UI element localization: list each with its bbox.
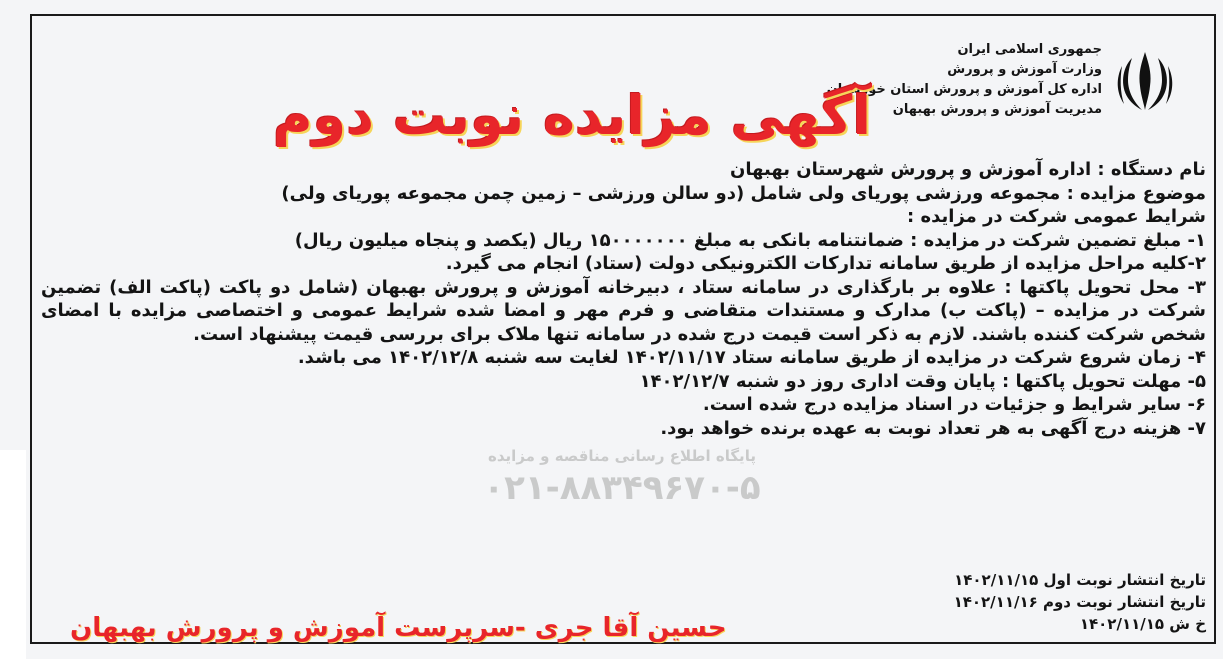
watermark-phone: ۰۲۱-۸۸۳۴۹۶۷۰-۵ (483, 468, 761, 508)
watermark (462, 446, 782, 526)
second-publication-date: تاریخ انتشار نوبت دوم ۱۴۰۲/۱۱/۱۶ (953, 593, 1206, 611)
notice-title: آگهی مزایده نوبت دوم (273, 84, 871, 147)
publication-dates (806, 569, 1206, 635)
signature-line: حسین آقا جری -سرپرست آموزش و پرورش بهبهان (70, 613, 727, 643)
first-publication-date: تاریخ انتشار نوبت اول ۱۴۰۲/۱۱/۱۵ (954, 571, 1206, 589)
condition-item-5: ۵- مهلت تحویل پاکتها : پایان وقت اداری روز دو شنبه ۱۴۰۲/۱۲/۷ (639, 370, 1206, 392)
conditions-heading: شرایط عمومی شرکت در مزایده : (907, 206, 1206, 227)
ministry-line: وزارت آموزش و پرورش (947, 62, 1102, 77)
condition-item-3: ۳- محل تحویل پاکتها : علاوه بر بارگذاری در سامانه ستاد ، دبیرخانه آموزش و پرورش بهبهان (شامل دو پاکت (پاکت الف) تضمین شرکت در مزایده – (پاکت ب) مدارک و مستندات متقاضی و فرم مهر و امضا شده شرایط عمومی و اختصاصی مزایده با امضای شخص شرکت کننده باشند. لازم به ذکر است قیمت درج شده در سامانه تنها ملاک برای بررسی قیمت پیشنهاد است. (41, 276, 1206, 345)
subject-line: موضوع مزایده : مجموعه ورزشی پوریای ولی شامل (دو سالن ورزشی – زمین چمن مجموعه پوریای ولی) (281, 182, 1206, 204)
agency-line: نام دستگاه : اداره آموزش و پرورش شهرستان بهبهان (729, 159, 1206, 180)
ministry-line: جمهوری اسلامی ایران (957, 42, 1102, 57)
condition-item-2: ۲-کلیه مراحل مزایده از طریق سامانه تدارکات الکترونیکی دولت (ستاد) انجام می گیرد. (445, 253, 1206, 274)
notice-frame (30, 14, 1216, 644)
condition-item-4: ۴- زمان شروع شرکت در مزایده از طریق سامانه ستاد ۱۴۰۲/۱۱/۱۷ لغایت سه شنبه ۱۴۰۲/۱۲/۸ می باشد. (297, 347, 1206, 368)
notice-code: خ ش ۱۴۰۲/۱۱/۱۵ (1079, 615, 1206, 633)
condition-item-1: ۱- مبلغ تضمین شرکت در مزایده : ضمانتنامه بانکی به مبلغ ۱۵۰۰۰۰۰۰۰ ریال (یکصد و پنجاه میلیون ریال) (294, 229, 1206, 251)
iran-emblem-icon (1114, 46, 1176, 116)
margin-strip (0, 450, 26, 659)
notice-body (38, 158, 1206, 440)
condition-item-6: ۶- سایر شرایط و جزئیات در اسناد مزایده درج شده است. (702, 394, 1206, 415)
watermark-text: پایگاه اطلاع رسانی مناقصه و مزایده (488, 447, 756, 465)
condition-item-7: ۷- هزینه درج آگهی به هر تعداد نوبت به عهده برنده خواهد بود. (660, 417, 1206, 439)
ministry-line: اداره کل آموزش و پرورش استان خوزستان (826, 82, 1102, 97)
ministry-line: مدیریت آموزش و پرورش بهبهان (892, 102, 1102, 117)
